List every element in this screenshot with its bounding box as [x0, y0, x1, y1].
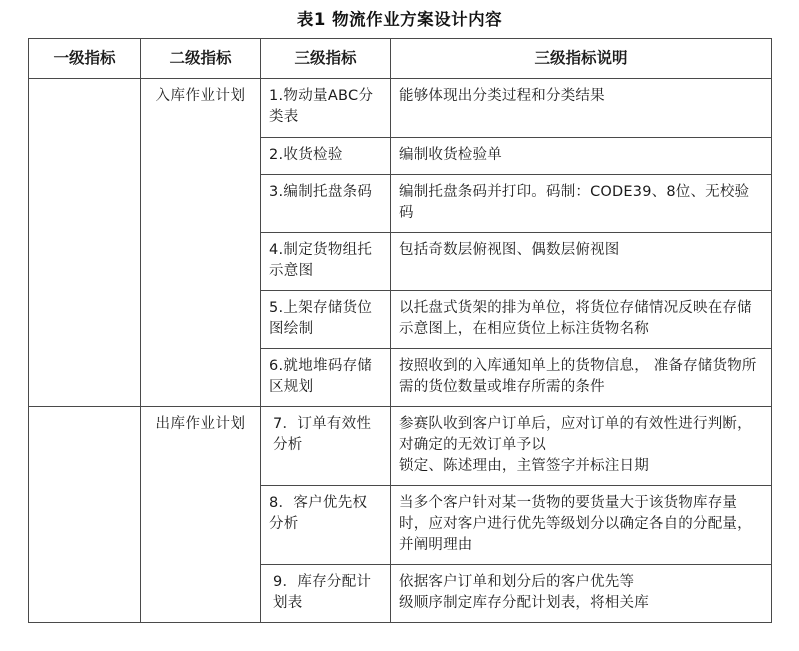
cell-level3: 5.上架存储货位图绘制: [261, 290, 391, 348]
cell-level3: 1.物动量ABC分类表: [261, 79, 391, 137]
cell-level1-group2: [29, 406, 141, 622]
cell-level3: 4.制定货物组托示意图: [261, 232, 391, 290]
table-body: [29, 79, 772, 622]
cell-description: 编制收货检验单: [391, 137, 772, 174]
cell-level3: 7．订单有效性分析: [261, 406, 391, 485]
cell-description: 当多个客户针对某一货物的要货量大于该货物库存量时，应对客户进行优先等级划分以确定各自的分配量，并阐明理由: [391, 485, 772, 564]
cell-description: 以托盘式货架的排为单位，将货位存储情况反映在存储示意图上，在相应货位上标注货物名称: [391, 290, 772, 348]
cell-description: 能够体现出分类过程和分类结果: [391, 79, 772, 137]
cell-description: 按照收到的入库通知单上的货物信息， 准备存储货物所需的货位数量或堆存所需的条件: [391, 348, 772, 406]
logistics-spec-table: [28, 38, 772, 623]
document-page: [0, 6, 799, 651]
column-header-level1: 一级指标: [29, 39, 141, 79]
cell-description: 参赛队收到客户订单后，应对订单的有效性进行判断，对确定的无效订单予以 锁定、陈述理由，主管签字并标注日期: [391, 406, 772, 485]
table-header-row: [29, 39, 772, 79]
table-row: [29, 406, 772, 485]
table-header: [29, 39, 772, 79]
column-header-level2: 二级指标: [141, 39, 261, 79]
cell-level2-group2: 出库作业计划: [141, 406, 261, 622]
cell-level3: 2.收货检验: [261, 137, 391, 174]
cell-description: 依据客户订单和划分后的客户优先等 级顺序制定库存分配计划表，将相关库: [391, 564, 772, 622]
column-header-level3: 三级指标: [261, 39, 391, 79]
cell-level1-group1: [29, 79, 141, 406]
cell-level3: 3.编制托盘条码: [261, 174, 391, 232]
page-title: 表1 物流作业方案设计内容: [296, 10, 503, 29]
column-header-level3-desc: 三级指标说明: [391, 39, 772, 79]
cell-description: 编制托盘条码并打印。码制：CODE39、8位、无校验码: [391, 174, 772, 232]
table-container: [0, 38, 799, 623]
cell-level3: 8．客户优先权分析: [261, 485, 391, 564]
cell-level2-group1: 入库作业计划: [141, 79, 261, 406]
cell-level3: 6.就地堆码存储区规划: [261, 348, 391, 406]
table-row: [29, 79, 772, 137]
cell-level3: 9．库存分配计划表: [261, 564, 391, 622]
cell-description: 包括奇数层俯视图、偶数层俯视图: [391, 232, 772, 290]
